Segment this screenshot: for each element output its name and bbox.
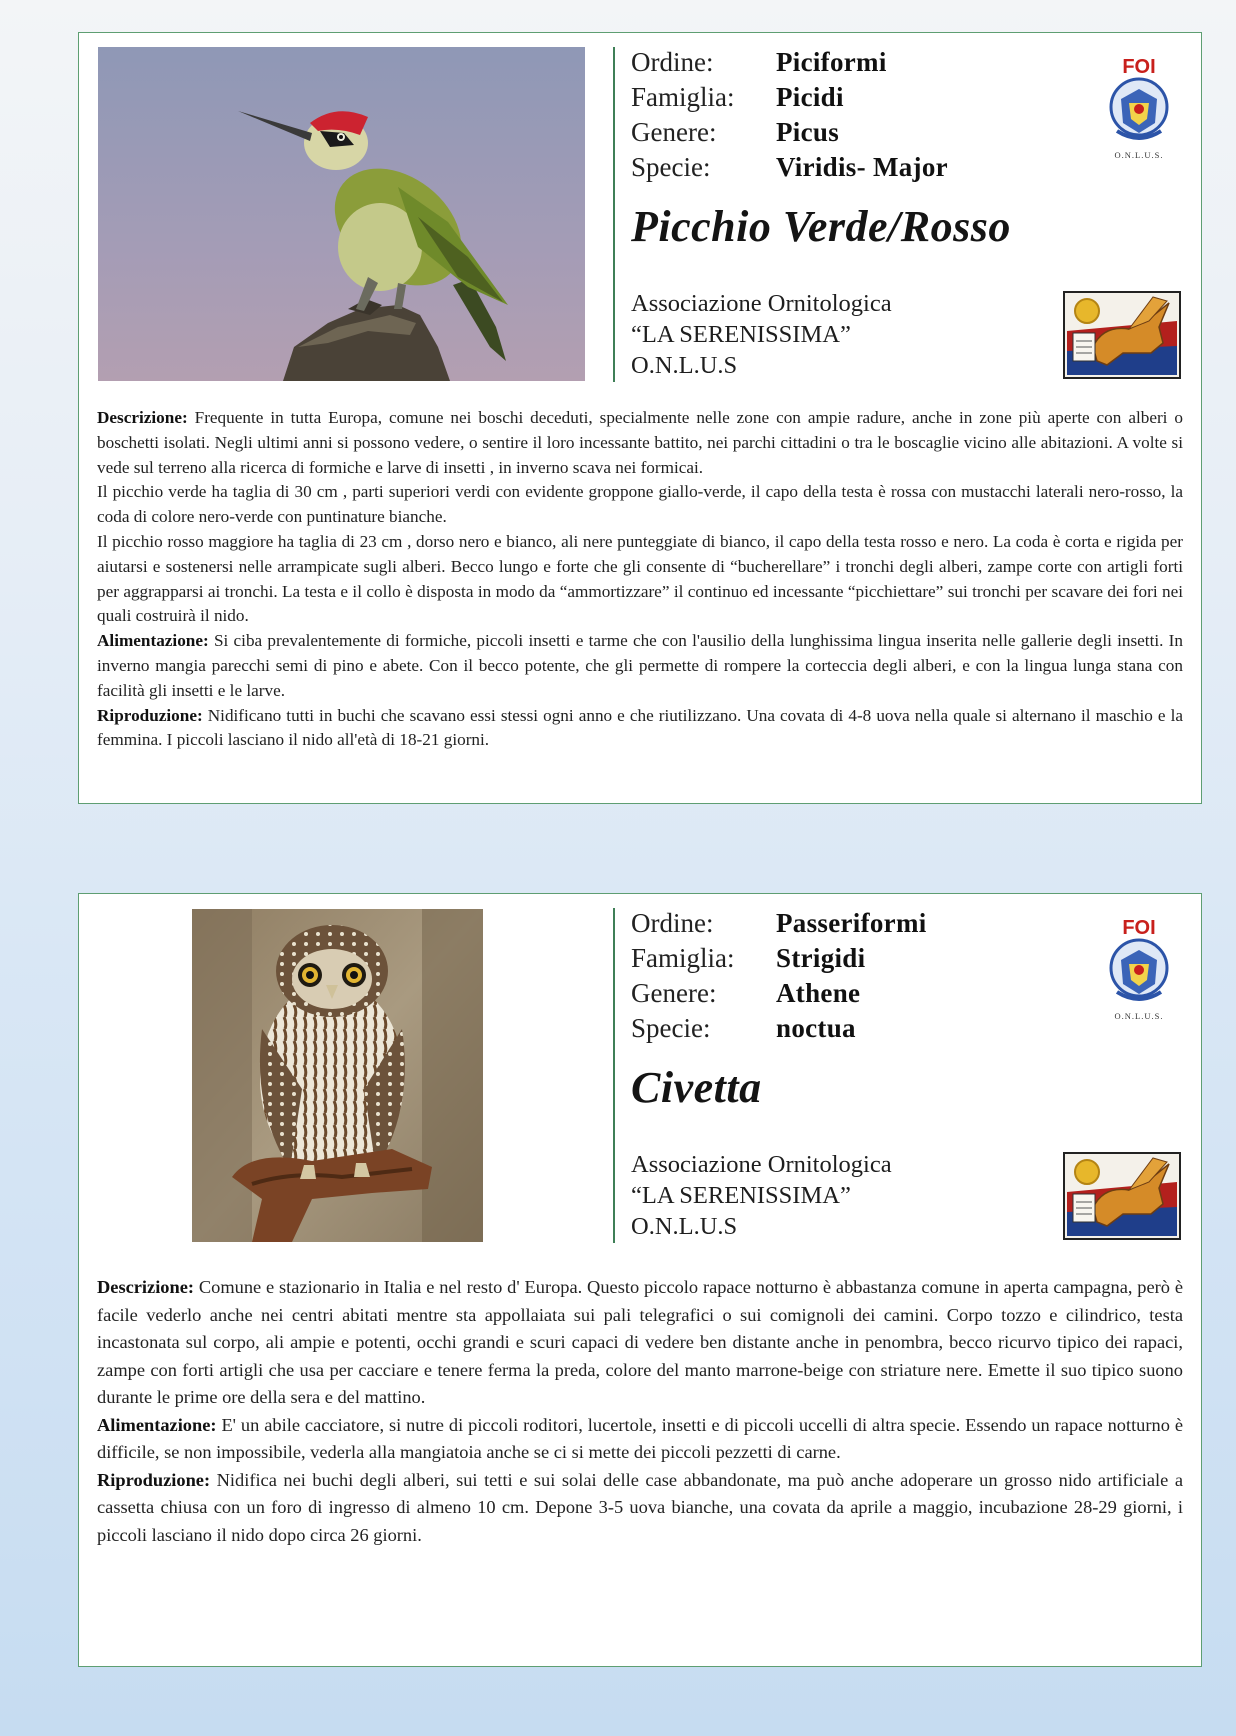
taxonomy	[631, 45, 991, 185]
species-common-name: Civetta	[631, 1063, 762, 1112]
description-text: Il picchio verde ha taglia di 30 cm , parti superiori verdi con evidente groppone giallo-verde, il capo della testa è rossa con mustacchi laterali nero-rosso, la coda di colore nero-verde con puntinature bianche.	[97, 482, 1183, 527]
association-line2: “LA SERENISSIMA”	[631, 321, 851, 348]
species-value: noctua	[776, 1013, 856, 1043]
reproduction-text: Nidifica nei buchi degli alberi, sui tetti e sui solai delle case abbandonate, ma può anche adoperare un grosso nido artificiale a cassetta chiusa con un foro di ingresso di almeno 10 cm. Depone 3-5 uova bianche, una covata da aprile a maggio, incubazione 28-29 giorni, i piccoli lasciano il nido dopo circa 26 giorni.	[97, 1469, 1183, 1545]
association-name	[631, 1149, 892, 1242]
taxonomy	[631, 906, 991, 1046]
species-card-woodpecker	[78, 32, 1202, 804]
order-label: Ordine:	[631, 908, 714, 938]
family-value: Strigidi	[776, 943, 866, 973]
genus-value: Picus	[776, 117, 840, 147]
svg-text:FOI: FOI	[1122, 917, 1156, 939]
divider-line	[613, 47, 615, 382]
foi-caption: O.N.L.U.S.	[1114, 150, 1164, 160]
reproduction-paragraph	[97, 704, 1183, 754]
description-text: Il picchio rosso maggiore ha taglia di 23 cm , dorso nero e bianco, ali nere punteggiate di bianco, il capo della testa rosso e nero. La coda è corta e rigida per aiutarsi e sostenersi nelle arrampicate sugli alberi. Becco lungo e forte che gli consente di “bucherellare” i tronchi degli alberi, zampe corte con artigli forti per aggrapparsi ai tronchi. La testa e il collo è disposta in modo da “ammortizzare” il continuo ed incessante “picchiettare” sui tronchi per scavare dei fori nei quali costruirà il nido.	[97, 531, 1183, 626]
foi-logo	[1091, 53, 1187, 165]
order-value: Piciformi	[776, 47, 887, 77]
divider-line	[613, 908, 615, 1243]
association-line1: Associazione Ornitologica	[631, 1151, 892, 1178]
foi-logo	[1091, 914, 1187, 1026]
taxonomy-family	[631, 80, 991, 115]
description-paragraph	[97, 1274, 1183, 1412]
description-paragraph	[97, 480, 1183, 530]
taxonomy-family	[631, 941, 991, 976]
woodpecker-photo	[98, 47, 585, 381]
species-card-owl	[78, 893, 1202, 1667]
reproduction-paragraph	[97, 1467, 1183, 1550]
association-line3: O.N.L.U.S	[631, 352, 738, 379]
taxonomy-order	[631, 45, 991, 80]
order-label: Ordine:	[631, 47, 714, 77]
foi-emblem-icon	[1099, 53, 1179, 149]
description-paragraph	[97, 530, 1183, 629]
order-value: Passeriformi	[776, 908, 927, 938]
taxonomy-order	[631, 906, 991, 941]
svg-text:FOI: FOI	[1122, 56, 1156, 78]
taxonomy-species	[631, 1011, 991, 1046]
reproduction-label: Riproduzione:	[97, 705, 203, 725]
species-value: Viridis- Major	[776, 152, 948, 182]
description-label: Descrizione:	[97, 408, 188, 427]
reproduction-label: Riproduzione:	[97, 1469, 211, 1490]
association-name	[631, 288, 892, 381]
association-line3: O.N.L.U.S	[631, 1213, 738, 1240]
description-text: Comune e stazionario in Italia e nel resto d' Europa. Questo piccolo rapace notturno è abbastanza comune in aperta campagna, però è facile vederlo anche nei centri abitati mentre sta appollaiata sui pali telegrafici o sui comignoli dei camini. Corpo tozzo e cilindrico, testa incastonata sul corpo, ali ampie e potenti, occhi grandi e scuri capaci di vedere ben distante anche in penombra, becco ricurvo tipico dei rapaci, zampe con forti artigli che usa per cacciare e tenere ferma la preda, colore del manto marrone-beige con striature nere. Emette il suo tipico suono durante le prime ore della sera e del mattino.	[97, 1277, 1183, 1407]
species-common-name: Picchio Verde/Rosso	[631, 202, 1011, 251]
feeding-text: E' un abile cacciatore, si nutre di piccoli roditori, lucertole, insetti e di piccoli uccelli di altra specie. Essendo un rapace notturno è difficile, se non impossibile, vederla alla mangiatoia anche se ci si mette dei piccoli pezzetti di carne.	[97, 1414, 1183, 1462]
description-text: Frequente in tutta Europa, comune nei boschi deceduti, specialmente nelle zone con ampie radure, anche in zone più aperte con alberi o boschetti isolati. Negli ultimi anni si possono vedere, o sentire il loro incessante battito, nei parchi cittadini o tra le boscaglie vicino alle abitazioni. A volte si vede sul terreno alla ricerca di formiche e larve di insetti , in inverno scava nei formicai.	[97, 408, 1184, 477]
family-value: Picidi	[776, 82, 844, 112]
association-line1: Associazione Ornitologica	[631, 290, 892, 317]
genus-label: Genere:	[631, 117, 717, 147]
genus-label: Genere:	[631, 978, 717, 1008]
feeding-label: Alimentazione:	[97, 631, 209, 651]
lion-of-st-mark-icon	[1063, 1152, 1181, 1240]
description-paragraph	[97, 406, 1183, 480]
owl-photo	[192, 909, 483, 1242]
family-label: Famiglia:	[631, 943, 735, 973]
family-label: Famiglia:	[631, 82, 735, 112]
lion-of-st-mark-icon	[1063, 291, 1181, 379]
feeding-text: Si ciba prevalentemente di formiche, piccoli insetti e tarme che con l'ausilio della lunghissima lingua inserita nelle gallerie degli insetti. In inverno mangia parecchi semi di pino e abete. Con il becco potente, che gli permette di rompere la corteccia degli alberi, e con la lingua lunga stana con facilità gli insetti e le larve.	[97, 631, 1183, 700]
taxonomy-genus	[631, 976, 991, 1011]
taxonomy-genus	[631, 115, 991, 150]
feeding-paragraph	[97, 1412, 1183, 1467]
species-description-block	[97, 406, 1183, 753]
foi-caption: O.N.L.U.S.	[1114, 1011, 1164, 1021]
taxonomy-species	[631, 150, 991, 185]
association-line2: “LA SERENISSIMA”	[631, 1182, 851, 1209]
species-label: Specie:	[631, 152, 711, 182]
species-description-block	[97, 1274, 1183, 1549]
genus-value: Athene	[776, 978, 861, 1008]
feeding-paragraph	[97, 629, 1183, 703]
species-label: Specie:	[631, 1013, 711, 1043]
reproduction-text: Nidificano tutti in buchi che scavano essi stessi ogni anno e che riutilizzano. Una covata di 4-8 uova nella quale si alternano il maschio e la femmina. I piccoli lasciano il nido all'età di 18-21 giorni.	[97, 705, 1184, 750]
foi-emblem-icon	[1099, 914, 1179, 1010]
description-label: Descrizione:	[97, 1277, 195, 1297]
feeding-label: Alimentazione:	[97, 1414, 217, 1435]
